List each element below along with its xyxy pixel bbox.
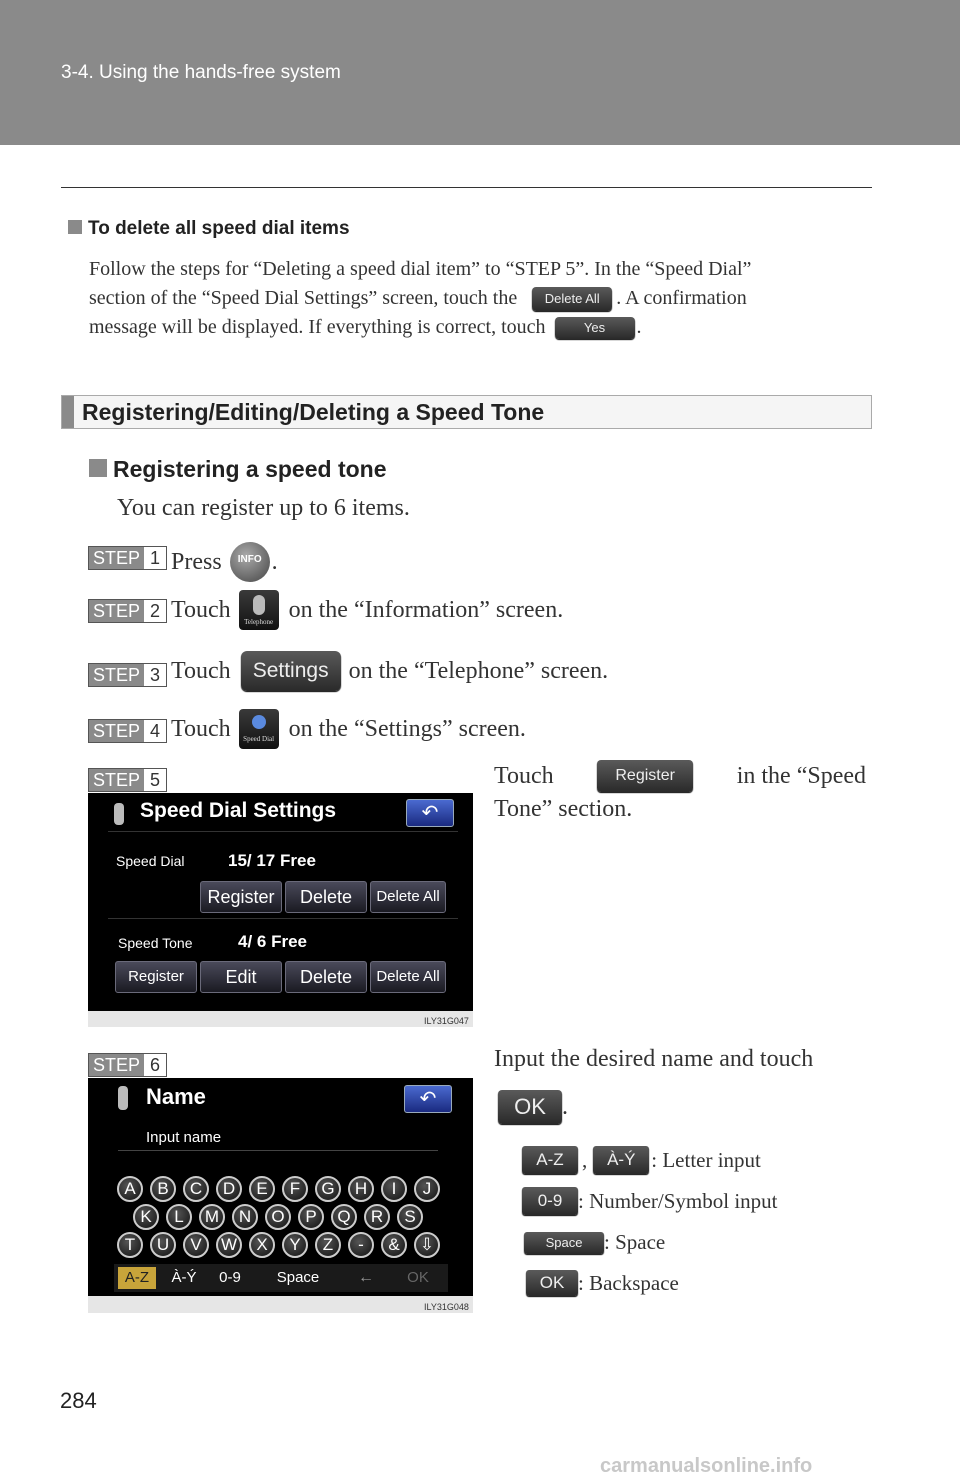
key-p[interactable]: P xyxy=(298,1204,324,1230)
st-delete-button[interactable]: Delete xyxy=(285,961,367,993)
step-number: 2 xyxy=(144,600,166,622)
delete-all-line3a: message will be displayed. If everything is correct, touch xyxy=(89,316,546,338)
square-bullet-icon xyxy=(68,220,82,234)
step-badge-2 xyxy=(88,599,167,623)
key-c[interactable]: C xyxy=(183,1176,209,1202)
legend-letter xyxy=(522,1146,761,1174)
step-number: 1 xyxy=(144,547,166,569)
header-rule xyxy=(61,187,872,188)
key-t[interactable]: T xyxy=(117,1232,143,1258)
phone-icon xyxy=(118,1086,128,1110)
legend-space-text: : Space xyxy=(604,1230,666,1254)
legend-accented-button: À-Ý xyxy=(593,1146,649,1174)
step3-text xyxy=(171,651,608,691)
step3-pre: Touch xyxy=(171,657,231,684)
register-button[interactable]: Register xyxy=(597,760,693,792)
step-badge-1 xyxy=(88,546,167,570)
delete-all-line2a: section of the “Speed Dial Settings” screen, touch the xyxy=(89,287,518,309)
section-title: Registering/Editing/Deleting a Speed Tone xyxy=(82,399,545,425)
step5-line1 xyxy=(494,760,866,792)
screen-title: Speed Dial Settings xyxy=(140,799,337,822)
key-j[interactable]: J xyxy=(414,1176,440,1202)
mode-accented-button[interactable]: À-Ý xyxy=(171,1269,197,1286)
info-button-icon[interactable] xyxy=(230,542,270,582)
section-accent xyxy=(62,396,74,428)
key-r[interactable]: R xyxy=(364,1204,390,1230)
phone-handset-icon xyxy=(253,595,265,615)
key-e[interactable]: E xyxy=(249,1176,275,1202)
legend-number-button: 0-9 xyxy=(522,1187,578,1215)
step-label: STEP xyxy=(89,547,144,569)
divider xyxy=(108,831,458,832)
st-register-button[interactable]: Register xyxy=(115,961,197,993)
speed-dial-glyph-icon xyxy=(252,715,266,729)
key-n[interactable]: N xyxy=(232,1204,258,1230)
mode-number-button[interactable]: 0-9 xyxy=(219,1269,241,1286)
yes-button[interactable]: Yes xyxy=(555,317,635,339)
figure-code: ILY31G047 xyxy=(424,1016,469,1026)
step2-text xyxy=(171,590,563,630)
chapter-title: 3-4. Using the hands-free system xyxy=(61,62,341,83)
key-m[interactable]: M xyxy=(199,1204,225,1230)
sd-delete-all-button[interactable]: Delete All xyxy=(370,881,446,913)
square-bullet-icon xyxy=(89,459,107,477)
key-w[interactable]: W xyxy=(216,1232,242,1258)
page-number: 284 xyxy=(60,1388,97,1413)
step6-line2 xyxy=(498,1090,568,1124)
step-label: STEP xyxy=(89,600,144,622)
step1-pre: Press xyxy=(171,548,222,575)
legend-space-button: Space xyxy=(524,1232,604,1254)
screen-title: Name xyxy=(146,1084,206,1109)
delete-all-line3 xyxy=(89,313,864,342)
step-badge-6 xyxy=(88,1053,167,1077)
key-z[interactable]: Z xyxy=(315,1232,341,1258)
legend-number xyxy=(522,1187,778,1215)
key-a[interactable]: A xyxy=(117,1176,143,1202)
input-name-label: Input name xyxy=(146,1129,222,1146)
step6-post: . xyxy=(562,1093,568,1120)
figure-code: ILY31G048 xyxy=(424,1302,469,1312)
ok-button[interactable]: OK xyxy=(498,1090,562,1124)
speed-dial-icon[interactable] xyxy=(239,709,279,749)
registering-intro: You can register up to 6 items. xyxy=(117,495,410,521)
delete-all-heading-text: To delete all speed dial items xyxy=(88,218,350,239)
step-label: STEP xyxy=(89,1054,144,1076)
input-underline xyxy=(118,1150,438,1151)
st-edit-button[interactable]: Edit xyxy=(200,961,282,993)
step-number: 4 xyxy=(144,720,166,742)
step-label: STEP xyxy=(89,720,144,742)
legend-backspace-text: : Backspace xyxy=(578,1270,679,1295)
sd-delete-button[interactable]: Delete xyxy=(285,881,367,913)
key-i[interactable]: I xyxy=(381,1176,407,1202)
step4-text xyxy=(171,709,526,749)
step1-post: . xyxy=(271,548,278,575)
key-v[interactable]: V xyxy=(183,1232,209,1258)
legend-space xyxy=(524,1230,665,1255)
delete-all-heading xyxy=(68,218,350,240)
speed-dial-settings-screen xyxy=(88,793,473,1011)
step5-pre: Touch xyxy=(494,762,554,789)
step2-post: on the “Information” screen. xyxy=(288,596,564,623)
key-q[interactable]: Q xyxy=(331,1204,357,1230)
step4-pre: Touch xyxy=(171,715,231,742)
legend-letter-text: : Letter input xyxy=(651,1147,761,1172)
key-y[interactable]: Y xyxy=(282,1232,308,1258)
speed-tone-count: 4/ 6 Free xyxy=(238,932,307,951)
key-h[interactable]: H xyxy=(348,1176,374,1202)
speed-dial-icon-label: Speed Dial xyxy=(243,735,275,743)
step6-line1: Input the desired name and touch xyxy=(494,1046,814,1072)
key-d[interactable]: D xyxy=(216,1176,242,1202)
step3-post: on the “Telephone” screen. xyxy=(348,657,609,684)
legend-backspace xyxy=(526,1270,679,1296)
mode-az-button[interactable]: A-Z xyxy=(118,1267,156,1289)
key-o[interactable]: O xyxy=(265,1204,291,1230)
key-b[interactable]: B xyxy=(150,1176,176,1202)
speed-tone-label: Speed Tone xyxy=(118,935,193,951)
key-shift-icon[interactable]: ⇩ xyxy=(414,1232,440,1258)
legend-ok-button: OK xyxy=(526,1270,578,1296)
step-badge-5 xyxy=(88,768,167,792)
backspace-key[interactable]: ← xyxy=(358,1269,374,1286)
delete-all-line2b: . A confirmation xyxy=(616,287,747,309)
legend-comma: , xyxy=(582,1147,588,1172)
speed-dial-count: 15/ 17 Free xyxy=(228,851,316,870)
step-number: 6 xyxy=(144,1054,166,1076)
step2-pre: Touch xyxy=(171,596,231,623)
telephone-icon[interactable] xyxy=(239,590,279,630)
step5-line2: Tone” section. xyxy=(494,796,633,822)
legend-number-text: : Number/Symbol input xyxy=(578,1188,778,1213)
back-button[interactable]: ↶ xyxy=(406,799,454,827)
key-x[interactable]: X xyxy=(249,1232,275,1258)
step-label: STEP xyxy=(89,664,144,686)
speed-dial-label: Speed Dial xyxy=(116,853,185,869)
sd-register-button[interactable]: Register xyxy=(200,881,282,913)
key-s[interactable]: S xyxy=(397,1204,423,1230)
key-hyphen[interactable]: - xyxy=(348,1232,374,1258)
step-label: STEP xyxy=(89,769,144,791)
key-g[interactable]: G xyxy=(315,1176,341,1202)
space-key[interactable]: Space xyxy=(276,1269,320,1286)
back-button[interactable]: ↶ xyxy=(404,1085,452,1113)
key-f[interactable]: F xyxy=(282,1176,308,1202)
key-ampersand[interactable]: & xyxy=(381,1232,407,1258)
step-number: 5 xyxy=(144,769,166,791)
name-input-screen xyxy=(88,1078,473,1296)
telephone-icon-label: Telephone xyxy=(244,618,274,626)
info-icon-label: INFO xyxy=(237,554,262,565)
watermark: carmanualsonline.info xyxy=(600,1455,813,1477)
key-u[interactable]: U xyxy=(150,1232,176,1258)
keyboard-ok-key[interactable]: OK xyxy=(407,1269,429,1286)
st-delete-all-button[interactable]: Delete All xyxy=(370,961,446,993)
step4-post: on the “Settings” screen. xyxy=(288,715,526,742)
step-number: 3 xyxy=(144,664,166,686)
key-k[interactable]: K xyxy=(133,1204,159,1230)
settings-button[interactable]: Settings xyxy=(241,651,341,691)
step-badge-3 xyxy=(88,663,167,687)
key-l[interactable]: L xyxy=(166,1204,192,1230)
registering-heading xyxy=(89,456,387,483)
section-header xyxy=(61,395,872,429)
delete-all-line1: Follow the steps for “Deleting a speed dial item” to “STEP 5”. In the “Speed Dial” xyxy=(89,258,752,280)
delete-all-line3b: . xyxy=(636,316,642,338)
divider xyxy=(108,918,458,919)
delete-all-button[interactable]: Delete All xyxy=(532,287,612,311)
registering-heading-text: Registering a speed tone xyxy=(113,456,387,482)
step5-post1: in the “Speed xyxy=(736,762,866,789)
legend-az-button: A-Z xyxy=(522,1146,578,1174)
phone-icon xyxy=(114,803,124,825)
step1-text xyxy=(171,542,278,582)
step-badge-4 xyxy=(88,719,167,743)
delete-all-line2 xyxy=(89,284,864,313)
